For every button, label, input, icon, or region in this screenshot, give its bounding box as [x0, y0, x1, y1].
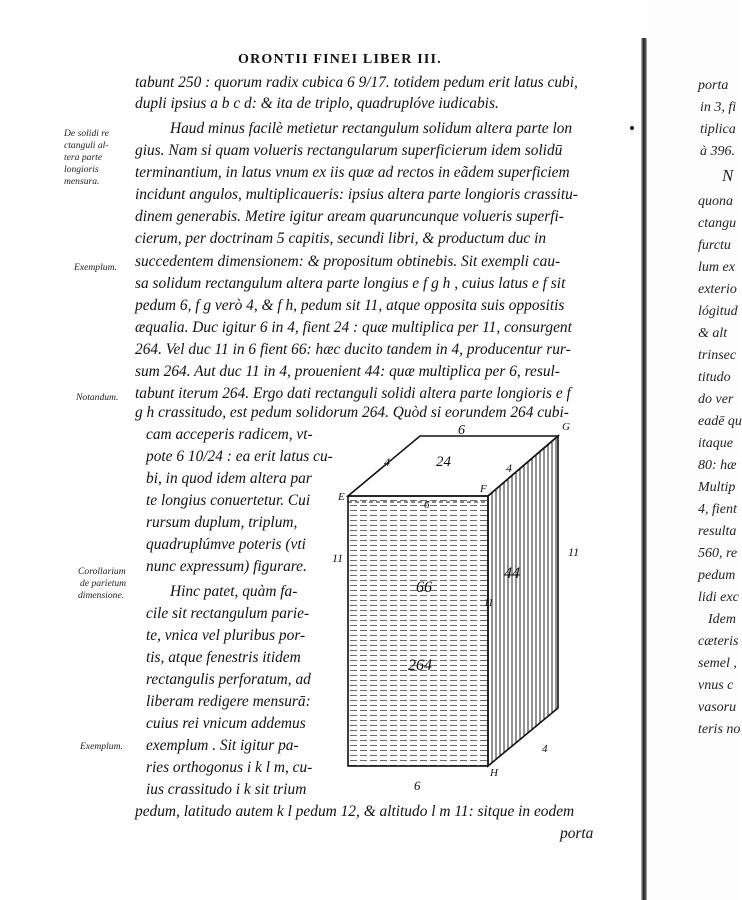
label-corner-f: F [480, 483, 487, 495]
label-front-height-left: 11 [332, 551, 344, 565]
label-side-height-right: 11 [568, 545, 580, 559]
facing-page-fragment: trinsec [698, 348, 737, 363]
label-bottom-edge: 6 [414, 778, 421, 793]
facing-page-fragment: N [722, 166, 734, 185]
facing-page-fragment: & alt [698, 326, 728, 341]
text-line: rursum duplum, triplum, [146, 514, 298, 531]
facing-page-fragment: teris no [698, 722, 741, 737]
label-front-face-upper: 66 [416, 579, 432, 596]
facing-page-fragment: cæteris [698, 634, 739, 649]
facing-page-fragment: lógitud [698, 304, 738, 319]
rectangular-solid-figure [330, 418, 590, 793]
label-corner-g: G [562, 421, 570, 433]
facing-page-fragment: itaque [698, 436, 733, 451]
facing-page-fragment: tiplica [700, 122, 736, 137]
facing-page-fragment: lum ex [698, 260, 735, 275]
book-page: ORONTII FINEI LIBER III. tabunt 250 : quorum radix cubica 6 9/17. totidem pedum erit latus cubi, dupli ipsius a b c d: & ita de triplo, quadruplóve iudicabis. Haud minus facilè metietur rectangulum solidum altera parte lon gius. Nam si quam volueris rectangularum superficierum idem solidū terminantium, in latus vnum ex iis quæ ad rectos in eãdem superficiem incidunt angulos, multiplicaueris: ipsius altera parte longioris crassitu- dinem generabis. Metire igitur aream quaruncunque volueris superfi- cierum, per doctrinam 5 capitis, secundi libri, & productum duc in succedentem dimensionem: & propositum obtinebis. Sit exempli cau- sa solidum rectangulum altera parte longius e f g h , cuius latus e f sit pedum 6, f g verò 4, & f h, pedum sit 11, atque opposita suis oppositis æqualia. Duc igitur 6 in 4, fient 24 : quæ multiplica per 11, consurgent 264. Vel duc 11 in 6 fient 66: hæc ducito tandem in 4, producentur rur- sum 264. Aut duc 11 in 4, prouenient 44: quæ multiplica per 6, resul- tabunt iterum 264. Ergo dati rectanguli solidi altera parte longioris e f g h crassitudo, est pedum solidorum 264. Quòd si eorundem 264 cubi- cam acceperis radicem, vt- pote 6 10/24 : ea erit latus cu- bi, in quod idem altera par te longius conuertetur. Cui rursum duplum, triplum, quadruplúmve poteris (vti nunc expressum) figurare. Hinc patet, quàm fa- cile sit rectangulum parie- te, vnica vel pluribus por- tis, atque fenestris itidem rectangulis perforatum, ad liberam redigere mensurā: cuius rei vnicum addemus exemplum . Sit igitur pa- ries orthogonus i k l m, cu- ius crassitudo i k sit trium pedum, latitudo autem k l pedum 12, & altitudo l m 11: sitque in eodem porta De solidi re ctanguli al- tera parte longioris mensura. Exemplum. Notandum. Corollarium de parietum dimensione. Exemplum. 6 4 4 G E F H 24 6 11 11 11 66 264 44 4 6 porta in 3, fi tiplica à 396. N quona ctangu furctu lum ex exterio lógitud & alt trinsec titudo do ver eadē qu itaque 80: hæ Multip 4, fient resulta 560, re pedum lidi exc Idem cæteris semel , vnus c vasoru teris no [0, 0, 740, 900]
facing-page-fragment: 80: hæ [698, 458, 737, 473]
label-corner-h: H [490, 767, 498, 779]
text-line: cile sit rectangulum parie- [146, 605, 310, 622]
facing-page-fragment: 560, re [698, 546, 738, 561]
text-line: gius. Nam si quam volueris rectangularum superficierum idem solidū [135, 142, 563, 159]
margin-note-exemplum-2: Exemplum. [80, 741, 123, 752]
text-line: pedum, latitudo autem k l pedum 12, & altitudo l m 11: sitque in eodem [135, 803, 575, 820]
front-face [348, 496, 488, 766]
text-line: 264. Vel duc 11 in 6 fient 66: hæc ducito tandem in 4, producentur rur- [135, 341, 571, 358]
text-line: cierum, per doctrinam 5 capitis, secundi libri, & productum duc in [135, 230, 547, 247]
label-side-bottom: 4 [542, 743, 548, 755]
running-header: ORONTII FINEI LIBER III. [238, 52, 442, 67]
label-right-edge: 4 [506, 461, 512, 475]
text-line: te, vnica vel pluribus por- [146, 627, 306, 644]
text-line: g h crassitudo, est pedum solidorum 264. Quòd si eorundem 264 cubi- [135, 404, 569, 421]
text-line: cuius rei vnicum addemus [146, 715, 306, 732]
facing-page-fragment: ctangu [698, 216, 737, 231]
text-line: ius crassitudo i k sit trium [146, 781, 307, 798]
label-top-face: 24 [436, 454, 451, 470]
text-line: dinem generabis. Metire igitur aream quaruncunque volueris superfi- [135, 208, 564, 225]
facing-page-fragment: vnus c [698, 678, 734, 693]
facing-page-fragment: do ver [698, 392, 734, 407]
label-front-height-right: 11 [484, 598, 494, 609]
text-line: æqualia. Duc igitur 6 in 4, fient 24 : quæ multiplica per 11, consurgent [135, 319, 572, 336]
text-line: sa solidum rectangulum altera parte longius e f g h , cuius latus e f sit [135, 275, 566, 292]
label-left-edge: 4 [384, 455, 390, 469]
text-line: liberam redigere mensurā: [146, 693, 311, 710]
text-line: bi, in quod idem altera par [146, 470, 312, 487]
label-top-edge: 6 [458, 423, 465, 438]
facing-page-fragment: pedum [698, 568, 736, 583]
facing-page-fragment: vasoru [698, 700, 737, 715]
text-line: sum 264. Aut duc 11 in 4, prouenient 44: quæ multiplica per 6, resul- [135, 363, 560, 380]
text-line: ries orthogonus i k l m, cu- [146, 759, 313, 776]
text-line: tabunt iterum 264. Ergo dati rectanguli solidi altera parte longioris e f [135, 385, 571, 402]
text-line: te longius conuertetur. Cui [146, 492, 311, 509]
facing-page-fragment: porta [698, 78, 729, 93]
label-corner-e: E [338, 491, 345, 503]
label-front-face-lower: 264 [408, 657, 432, 674]
text-line: cam acceperis radicem, vt- [146, 426, 313, 443]
facing-page-fragment: semel , [698, 656, 737, 671]
text-line: rectangulis perforatum, ad [146, 671, 311, 688]
ink-speck [630, 126, 634, 130]
text-line: dupli ipsius a b c d: & ita de triplo, quadruplóve iudicabis. [135, 95, 499, 112]
text-line: quadruplúmve poteris (vti [146, 536, 306, 553]
text-line: nunc expressum) figurare. [146, 558, 307, 575]
facing-page-fragment: resulta [698, 524, 737, 539]
text-line: tis, atque fenestris itidem [146, 649, 301, 666]
margin-note-exemplum: Exemplum. [74, 262, 117, 273]
facing-page-fragment: furctu [698, 238, 731, 253]
text-line: succedentem dimensionem: & propositum obtinebis. Sit exempli cau- [135, 253, 561, 270]
text-line: incidunt angulos, multiplicaueris: ipsius altera parte longioris crassitu- [135, 186, 578, 203]
text-line: exemplum . Sit igitur pa- [146, 737, 299, 754]
label-side-face: 44 [504, 565, 520, 582]
facing-page-fragment: in 3, fi [700, 100, 737, 115]
facing-page-fragment: eadē qu [698, 414, 742, 429]
text-line: pote 6 10/24 : ea erit latus cu- [146, 448, 333, 465]
text-line: Hinc patet, quàm fa- [170, 583, 298, 600]
facing-page-fragment: lidi exc [698, 590, 739, 605]
text-line: terminantium, in latus vnum ex iis quæ ad rectos in eãdem superficiem [135, 164, 570, 181]
catchword: porta [560, 825, 594, 842]
facing-page-fragment: Idem [708, 612, 736, 627]
margin-note-notandum: Notandum. [76, 392, 119, 403]
facing-page-fragment: Multip [698, 480, 736, 495]
facing-page-fragment: titudo [698, 370, 731, 385]
text-line: tabunt 250 : quorum radix cubica 6 9/17. totidem pedum erit latus cubi, [135, 74, 578, 91]
text-line: Haud minus facilè metietur rectangulum solidum altera parte lon [170, 120, 573, 137]
facing-page-fragment: à 396. [700, 144, 735, 159]
facing-page-fragment: exterio [698, 282, 737, 297]
label-inner-top: 6 [424, 499, 430, 511]
facing-page-fragment: 4, fient [698, 502, 737, 517]
text-line: pedum 6, f g verò 4, & f h, pedum sit 11, atque opposita suis oppositis [135, 297, 565, 314]
facing-page-fragment: quona [698, 194, 733, 209]
